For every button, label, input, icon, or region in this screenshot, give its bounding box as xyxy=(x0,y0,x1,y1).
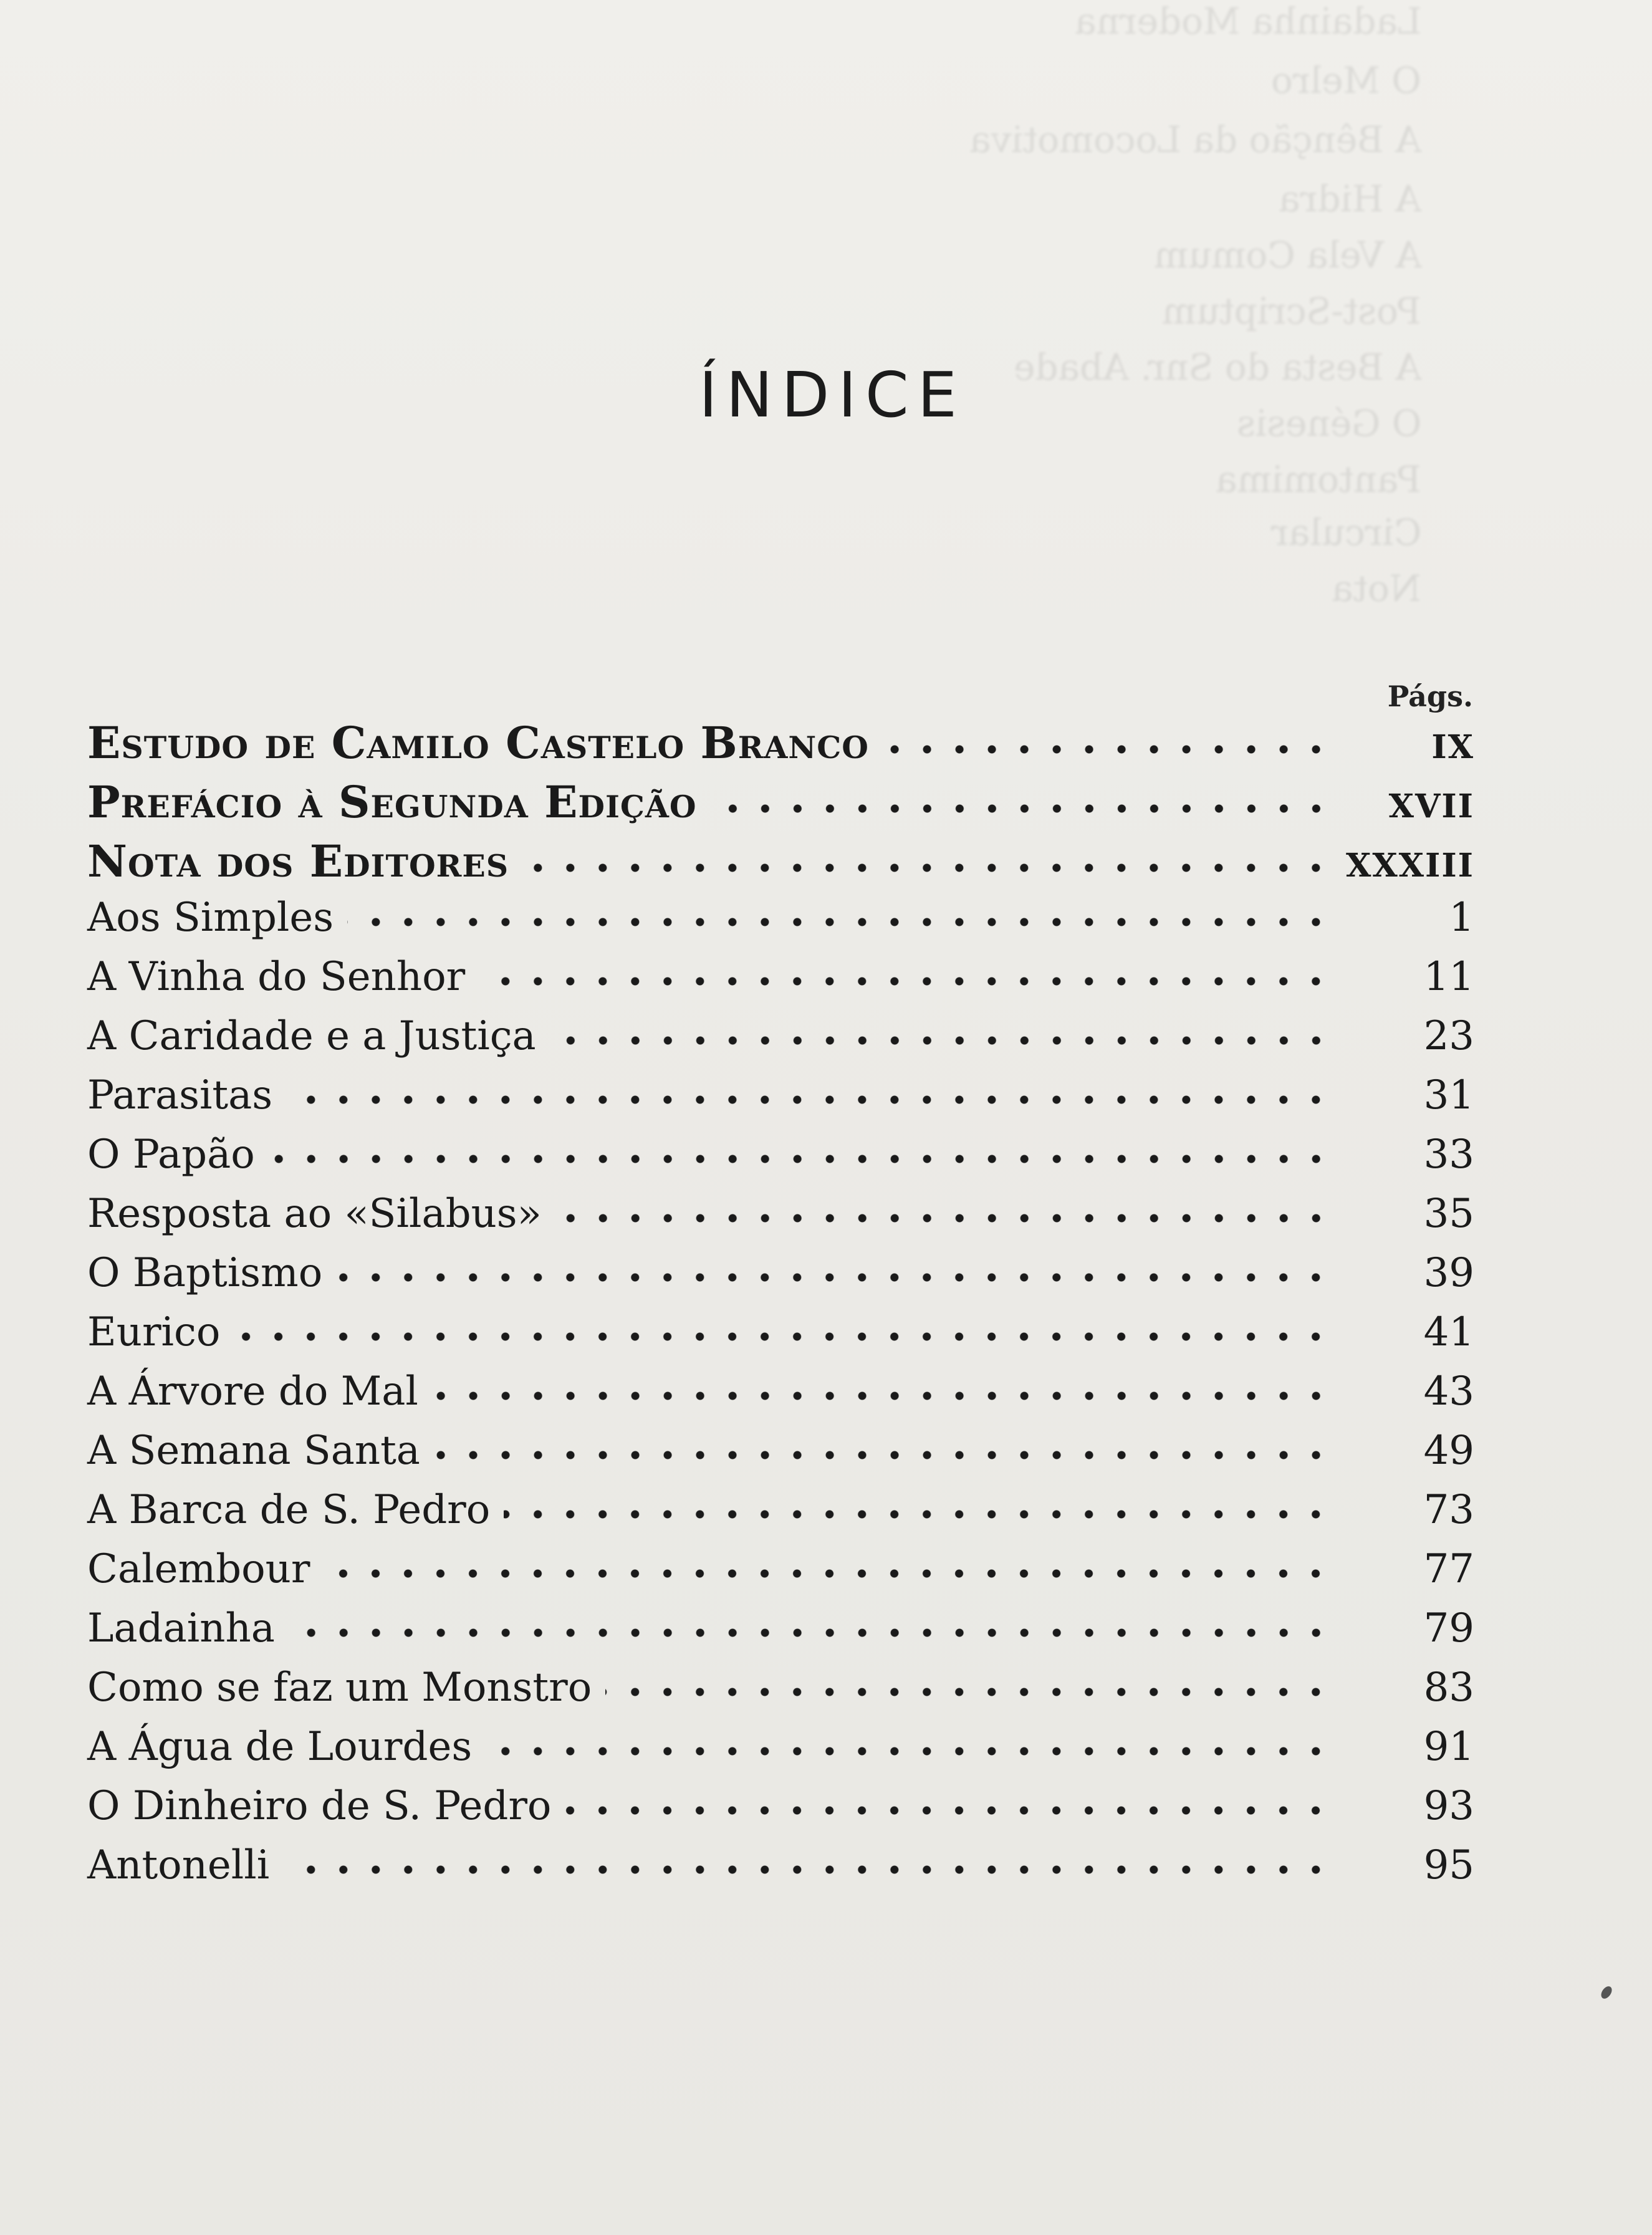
dot-leader xyxy=(883,737,1332,762)
dot-leader xyxy=(711,796,1332,821)
dot-leader xyxy=(522,855,1332,880)
toc-entry-title: O Dinheiro de S. Pedro xyxy=(87,1783,552,1829)
toc-entry-title: Antonelli xyxy=(87,1842,270,1888)
ghost-line: Circular xyxy=(1270,511,1421,554)
dot-leader xyxy=(434,1443,1332,1468)
toc-entry-page: 91 xyxy=(1423,1724,1474,1770)
dot-leader xyxy=(555,1206,1332,1231)
toc-entry-title: O Baptismo xyxy=(87,1250,323,1296)
toc-entry xyxy=(87,1013,1474,1072)
dot-leader xyxy=(269,1146,1332,1171)
toc-entry-title: Calembour xyxy=(87,1546,310,1592)
toc-entry-title: Parasitas xyxy=(87,1072,273,1118)
toc-entry-title: A Barca de S. Pedro xyxy=(87,1487,491,1533)
dot-leader xyxy=(286,1087,1332,1112)
toc-entry-page: 39 xyxy=(1423,1250,1474,1296)
ink-speck xyxy=(1599,1984,1614,2001)
toc-entry-page: 41 xyxy=(1423,1309,1474,1355)
ghost-line: O Génesis xyxy=(1236,402,1421,445)
toc-entry-page: 79 xyxy=(1423,1605,1474,1651)
toc-entry-page: XVII xyxy=(1388,787,1474,825)
toc-entry xyxy=(87,1428,1474,1487)
toc-entry-page: 35 xyxy=(1423,1191,1474,1237)
toc-entry xyxy=(87,1132,1474,1191)
toc-entry-page: 93 xyxy=(1423,1783,1474,1829)
toc-entry-title: Prefácio à Segunda Edição xyxy=(87,776,697,828)
toc-entry xyxy=(87,1191,1474,1250)
toc-entry-title: A Caridade e a Justiça xyxy=(87,1013,536,1059)
toc-entry-page: 49 xyxy=(1423,1428,1474,1474)
dot-leader xyxy=(336,1265,1332,1290)
ghost-line: Ladainha Moderna xyxy=(1074,0,1421,42)
dot-leader xyxy=(479,969,1332,994)
toc-entry-page: 1 xyxy=(1449,895,1474,941)
toc-entry-page: 33 xyxy=(1423,1132,1474,1178)
toc-entry-title: A Vinha do Senhor xyxy=(87,954,466,1000)
ghost-line: Pantomima xyxy=(1216,458,1421,501)
ghost-line: A Besta do Snr. Abade xyxy=(1013,346,1421,388)
toc-entry-title: A Água de Lourdes xyxy=(87,1724,473,1770)
ghost-line: Post-Scriptum xyxy=(1162,290,1421,332)
toc-entry xyxy=(87,954,1474,1013)
ghost-line: Nota xyxy=(1332,567,1421,610)
toc-entry xyxy=(87,835,1474,895)
toc-entry-page: 43 xyxy=(1423,1368,1474,1415)
toc-entry-title: A Árvore do Mal xyxy=(87,1368,418,1415)
toc-entry xyxy=(87,1309,1474,1368)
toc-entry-page: IX xyxy=(1431,728,1474,766)
toc-entry xyxy=(87,1605,1474,1665)
bleed-through-text xyxy=(0,0,1652,623)
dot-leader xyxy=(565,1798,1332,1823)
toc-entry-title: Resposta ao «Silabus» xyxy=(87,1191,542,1237)
toc-entry-page: XXXIII xyxy=(1345,847,1474,885)
toc-entry-title: Estudo de Camilo Castelo Branco xyxy=(87,717,869,769)
toc-entry xyxy=(87,1487,1474,1546)
toc-entry xyxy=(87,1724,1474,1783)
pages-column-header: Págs. xyxy=(1387,680,1473,713)
toc-entry-page: 95 xyxy=(1423,1842,1474,1888)
dot-leader xyxy=(324,1561,1332,1586)
toc-entry xyxy=(87,776,1474,835)
toc-entry xyxy=(87,1072,1474,1132)
toc-entry-page: 77 xyxy=(1423,1546,1474,1592)
toc-entry xyxy=(87,1842,1474,1901)
toc-entry-page: 23 xyxy=(1423,1013,1474,1059)
toc-entry-title: Nota dos Editores xyxy=(87,835,509,887)
dot-leader xyxy=(289,1620,1332,1645)
toc-entry-title: A Semana Santa xyxy=(87,1428,420,1474)
toc-entry-title: O Papão xyxy=(87,1132,255,1178)
toc-entry-page: 11 xyxy=(1423,954,1474,1000)
dot-leader xyxy=(234,1324,1332,1349)
ghost-line: A Hidra xyxy=(1279,178,1421,220)
toc-entry-title: Ladainha xyxy=(87,1605,275,1651)
toc-entry-page: 31 xyxy=(1423,1072,1474,1118)
ghost-line: O Melro xyxy=(1271,59,1421,102)
toc-entry-title: Eurico xyxy=(87,1309,221,1355)
toc-entry xyxy=(87,1783,1474,1842)
dot-leader xyxy=(347,910,1332,935)
toc-entry xyxy=(87,1368,1474,1428)
dot-leader xyxy=(486,1739,1332,1764)
toc-entry xyxy=(87,1250,1474,1309)
toc-entry xyxy=(87,1665,1474,1724)
toc-entry xyxy=(87,717,1474,776)
toc-entry-page: 83 xyxy=(1423,1665,1474,1711)
dot-leader xyxy=(432,1383,1332,1408)
page-title: ÍNDICE xyxy=(699,358,966,431)
ghost-line: A Bênção da Locomotiva xyxy=(969,118,1421,161)
ghost-line: A Vela Comum xyxy=(1153,234,1421,276)
dot-leader xyxy=(605,1680,1332,1704)
toc-entry-page: 73 xyxy=(1423,1487,1474,1533)
table-of-contents xyxy=(87,717,1474,1901)
toc-entry xyxy=(87,895,1474,954)
toc-entry-title: Aos Simples xyxy=(87,895,334,941)
dot-leader xyxy=(550,1028,1332,1053)
dot-leader xyxy=(504,1502,1332,1527)
toc-entry xyxy=(87,1546,1474,1605)
toc-entry-title: Como se faz um Monstro xyxy=(87,1665,592,1711)
dot-leader xyxy=(283,1857,1332,1882)
